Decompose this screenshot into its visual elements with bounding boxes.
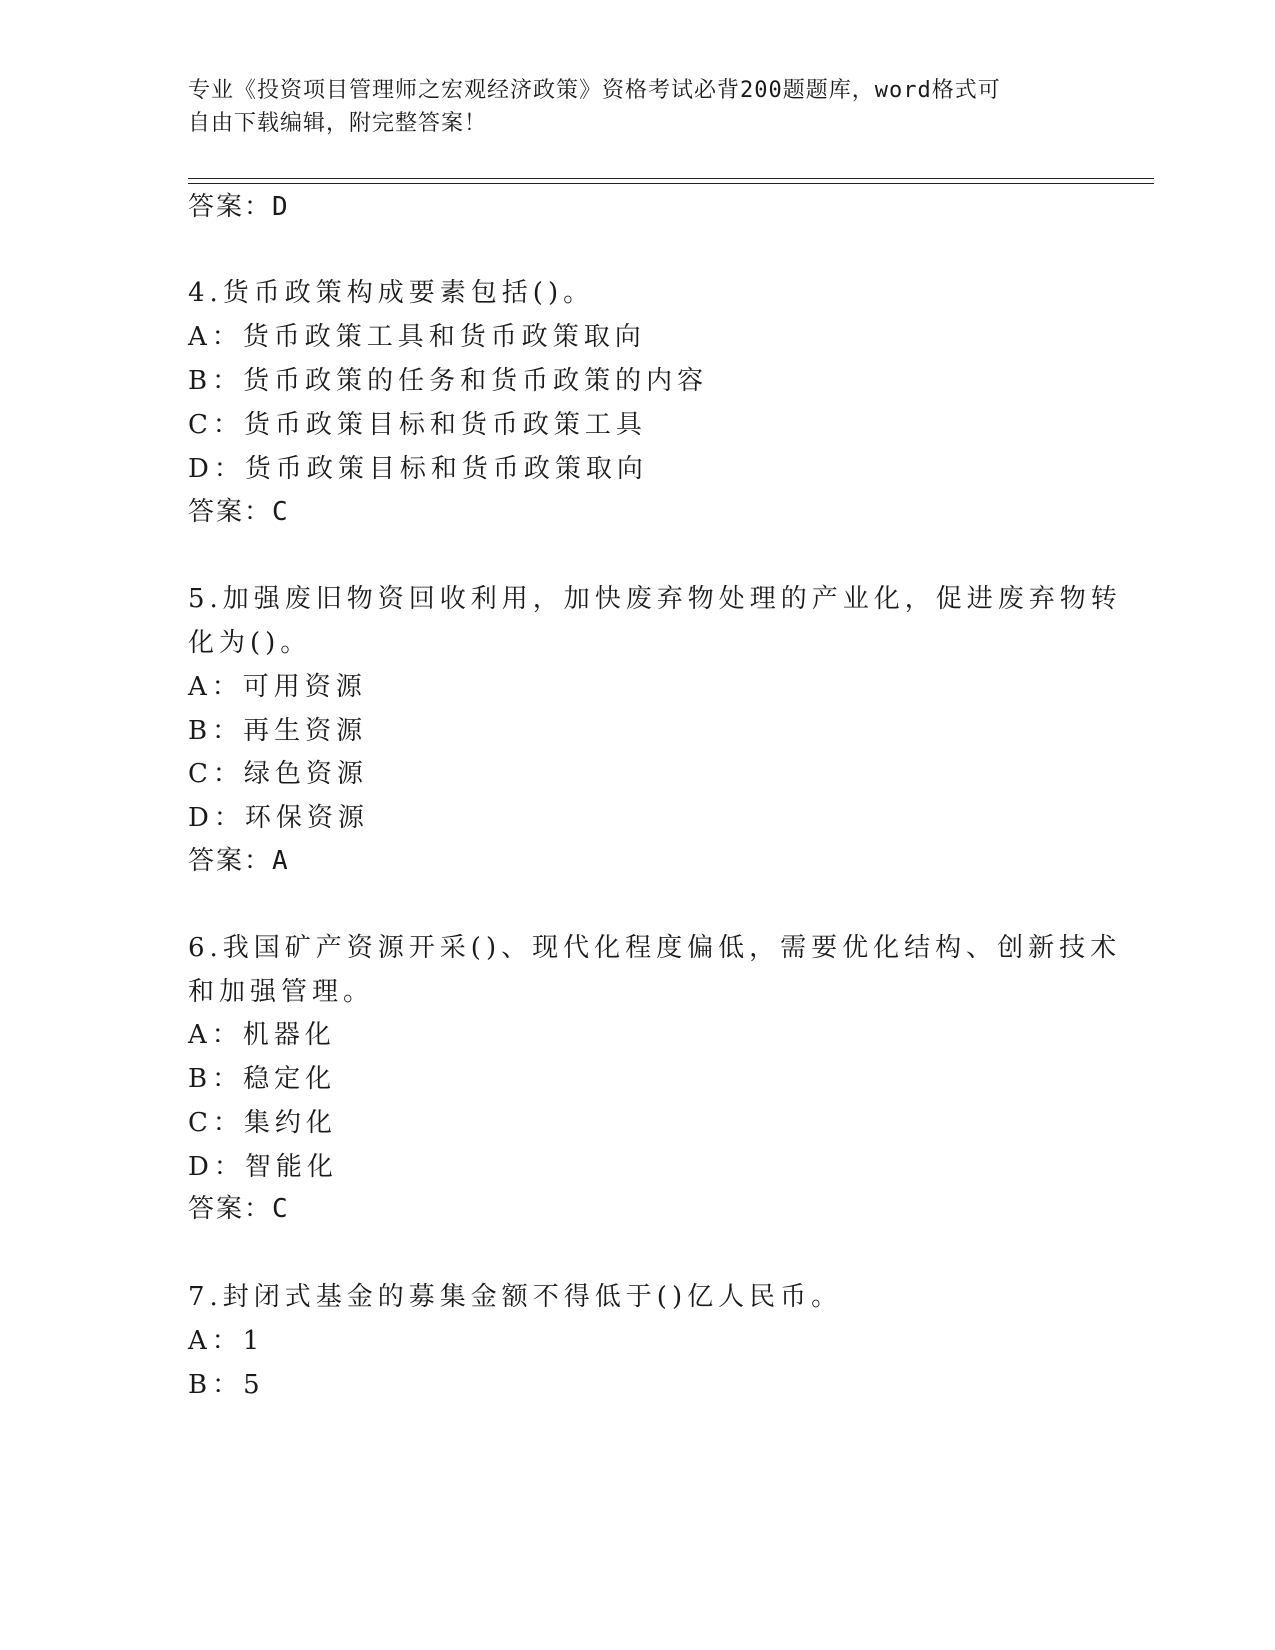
question-6-option-d: D：智能化 — [188, 1152, 338, 1182]
answer-label: 答案： — [188, 192, 273, 222]
answer-label: 答案： — [188, 497, 273, 527]
question-4-answer — [188, 495, 290, 529]
question-4-option-b: B：货币政策的任务和货币政策的内容 — [188, 366, 709, 396]
question-6-option-c: C：集约化 — [188, 1108, 337, 1138]
answer-value: A — [272, 846, 290, 876]
question-7-option-a: A：1 — [188, 1326, 265, 1356]
question-5-stem-line-1: 5.加强废旧物资回收利用，加快废弃物处理的产业化，促进废弃物转 — [188, 584, 1122, 614]
question-4-option-c: C：货币政策目标和货币政策工具 — [188, 410, 647, 440]
previous-answer — [188, 190, 290, 224]
question-7-stem: 7.封闭式基金的募集金额不得低于()亿人民币。 — [188, 1282, 843, 1312]
answer-value: C — [272, 1194, 290, 1224]
question-5-answer — [188, 844, 290, 878]
question-5-option-c: C：绿色资源 — [188, 759, 368, 789]
header-divider-bottom — [188, 183, 1154, 184]
question-6-option-b: B：稳定化 — [188, 1064, 337, 1094]
question-6-option-a: A：机器化 — [188, 1020, 336, 1050]
question-4-option-d: D：货币政策目标和货币政策取向 — [188, 454, 648, 484]
question-6-stem-line-1: 6.我国矿产资源开采()、现代化程度偏低，需要优化结构、创新技术 — [188, 933, 1122, 963]
header-line-1: 专业《投资项目管理师之宏观经济政策》资格考试必背200题题库，word格式可 — [188, 78, 1001, 103]
question-5-option-d: D：环保资源 — [188, 803, 369, 833]
question-7-option-b: B：5 — [188, 1370, 265, 1400]
question-4-option-a: A：货币政策工具和货币政策取向 — [188, 322, 646, 352]
question-6-answer — [188, 1192, 290, 1226]
question-5-option-b: B：再生资源 — [188, 716, 368, 746]
answer-value: D — [272, 192, 290, 222]
document-header — [188, 74, 1068, 140]
header-divider-top — [188, 178, 1154, 179]
question-5-stem-line-2: 化为()。 — [188, 628, 312, 658]
answer-label: 答案： — [188, 1194, 273, 1224]
question-4-stem: 4.货币政策构成要素包括()。 — [188, 278, 595, 308]
answer-value: C — [272, 497, 290, 527]
question-6-stem-line-2: 和加强管理。 — [188, 977, 375, 1007]
header-line-2: 自由下载编辑，附完整答案！ — [188, 111, 488, 136]
answer-label: 答案： — [188, 846, 273, 876]
question-5-option-a: A：可用资源 — [188, 672, 367, 702]
